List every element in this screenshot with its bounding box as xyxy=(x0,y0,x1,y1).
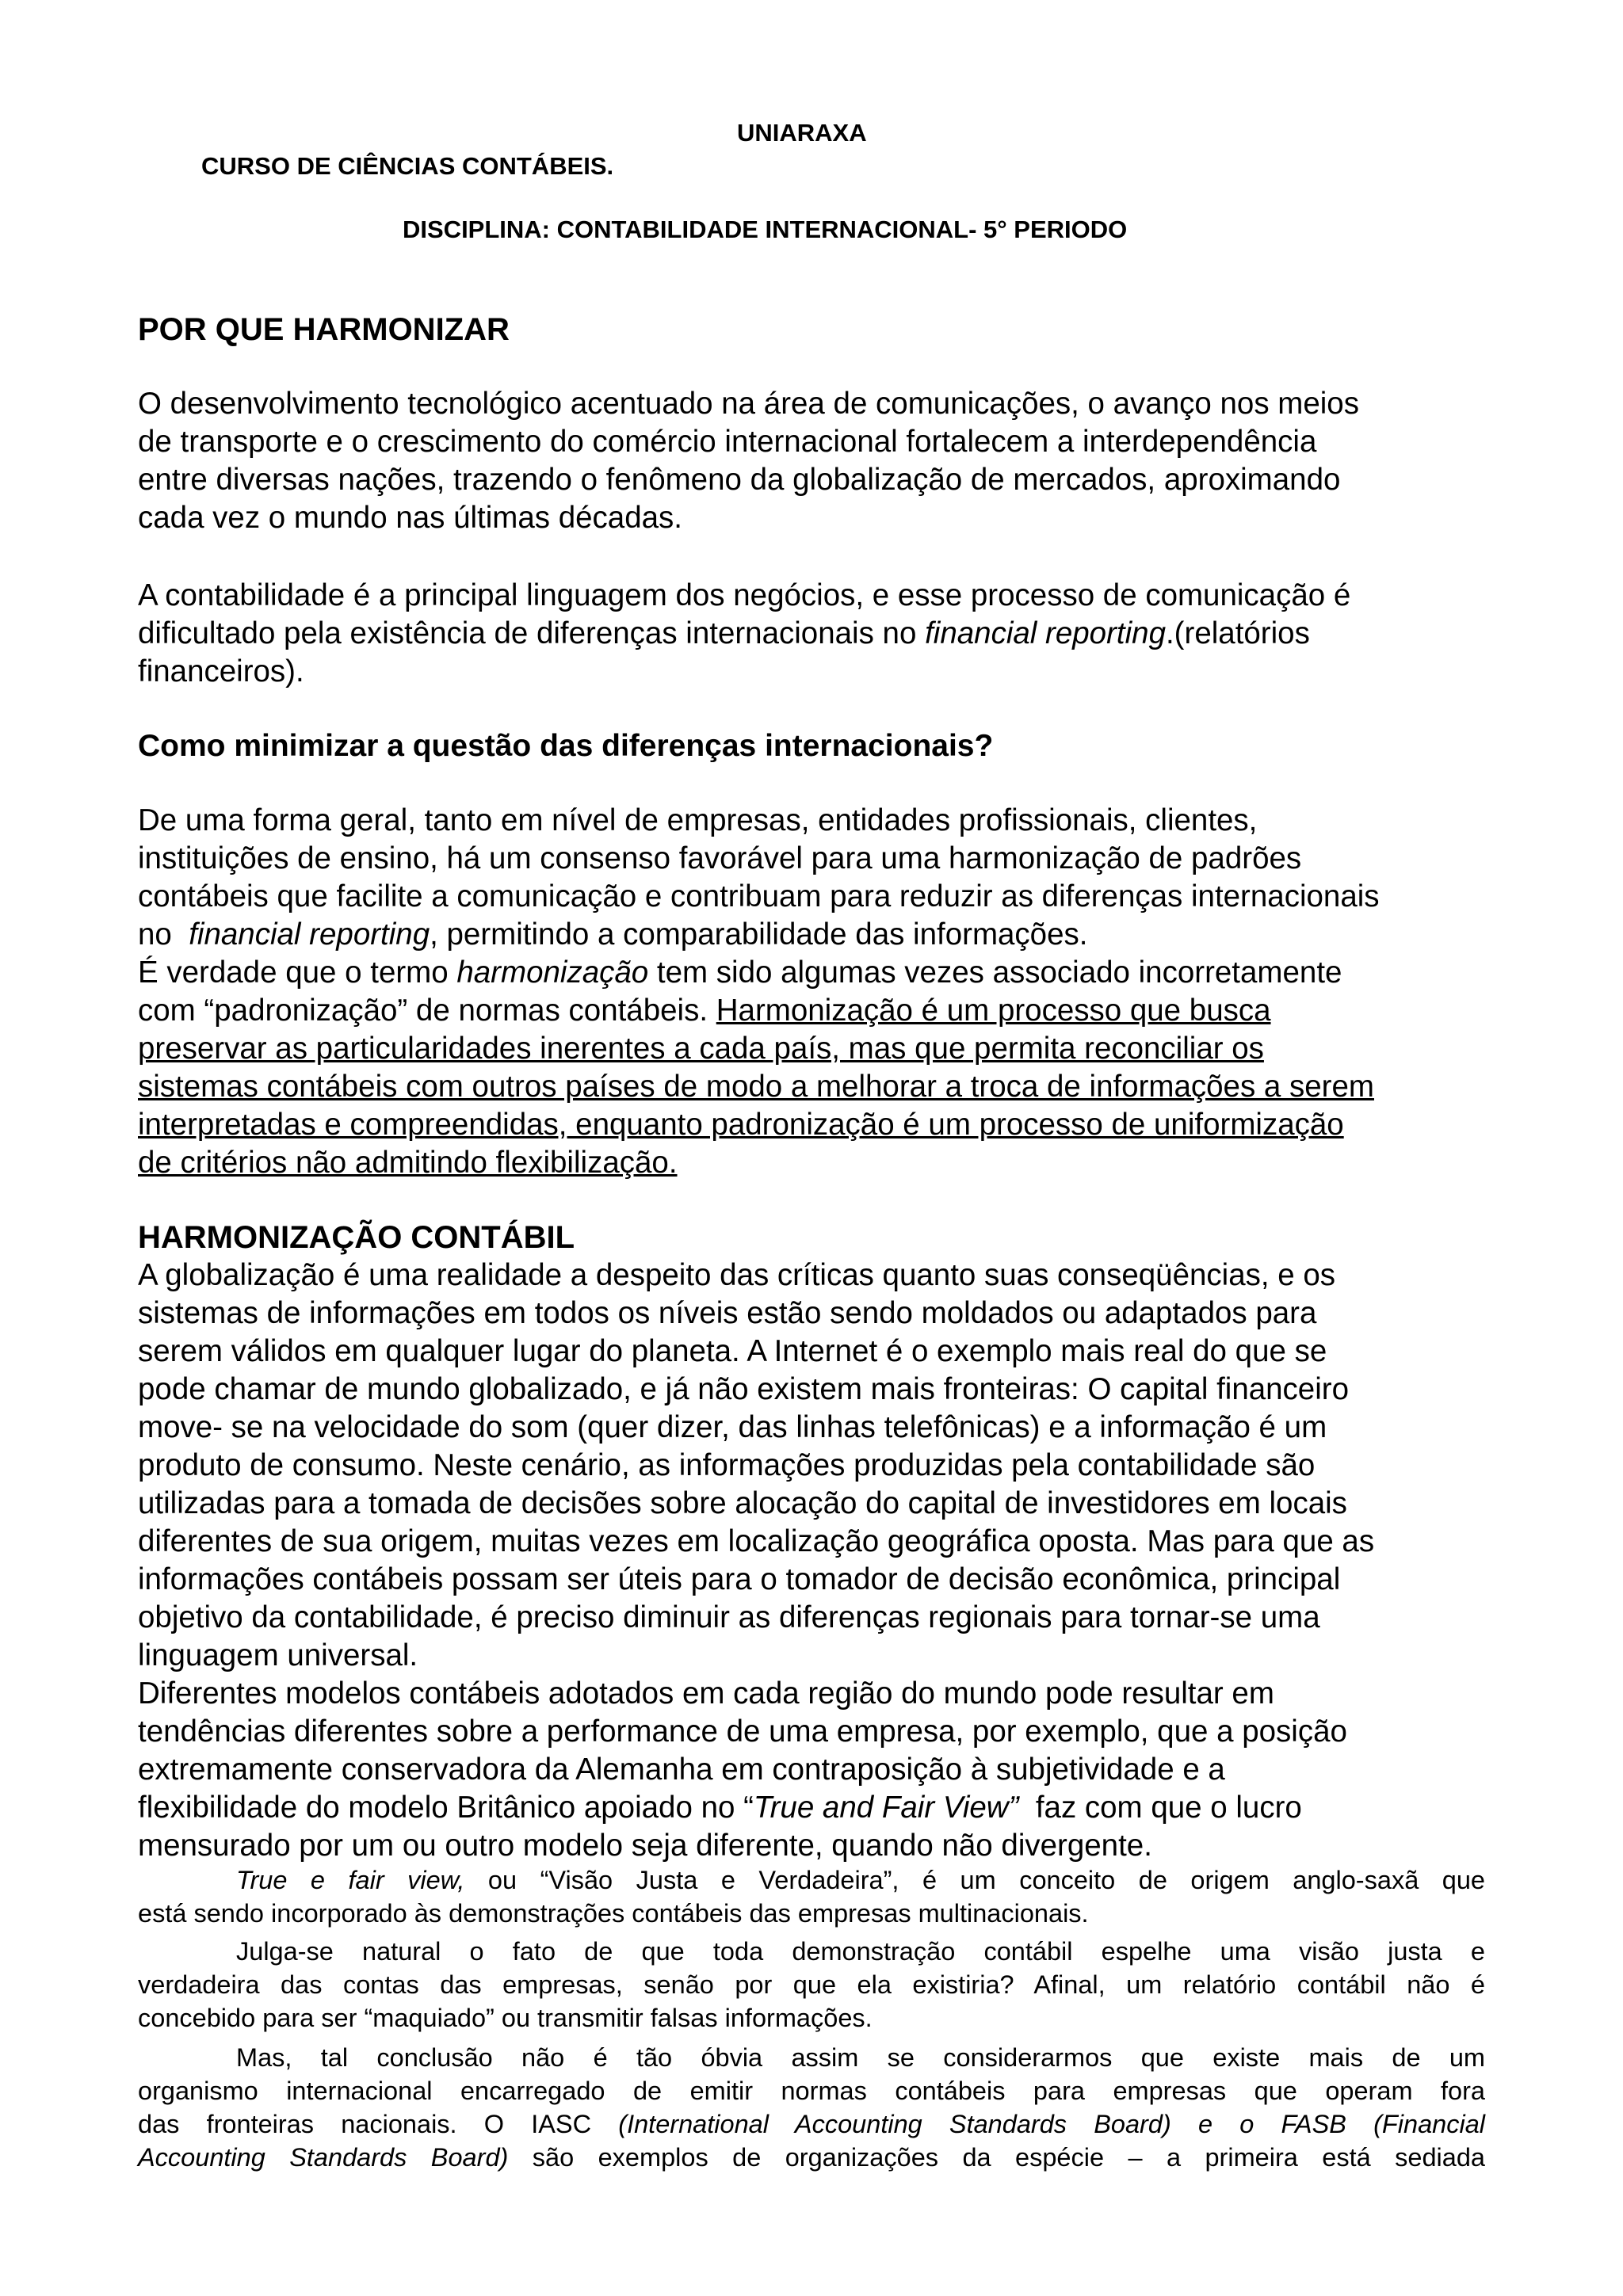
italic-term: Accounting Standards Board) xyxy=(138,2143,509,2172)
underlined-text-line: sistemas contábeis com outros países de modo a melhorar a troca de informações a serem xyxy=(138,1070,1374,1104)
text-line: de transporte e o crescimento do comércio internacional fortalecem a interdependência xyxy=(138,425,1317,459)
text-line: mensurado por um ou outro modelo seja diferente, quando não divergente. xyxy=(138,1829,1152,1863)
text-line: É verdade que o termo harmonização tem sido algumas vezes associado incorretamente xyxy=(138,955,1342,990)
paragraph-globalization xyxy=(138,1257,1485,1865)
text-line: A globalização é uma realidade a despeito das críticas quanto suas conseqüências, e os xyxy=(138,1258,1336,1292)
text-line: contábeis que facilite a comunicação e contribuam para reduzir as diferenças internacionais xyxy=(138,879,1380,913)
italic-term: (International Accounting Standards Board) e o FASB (Financial xyxy=(618,2110,1485,2138)
section-title-harmonizacao-contabil: HARMONIZAÇÃO CONTÁBIL xyxy=(138,1220,575,1255)
italic-term: financial reporting xyxy=(925,616,1166,650)
text-line: diferentes de sua origem, muitas vezes em localização geográfica oposta. Mas para que as xyxy=(138,1524,1375,1558)
text-line: move- se na velocidade do som (quer dizer, das linhas telefônicas) e a informação é um xyxy=(138,1410,1327,1444)
text-line: Mas, tal conclusão não é tão óbvia assim se considerarmos que existe mais de um xyxy=(236,2043,1485,2072)
text-line: no financial reporting, permitindo a comparabilidade das informações. xyxy=(138,917,1088,952)
text-line: dificultado pela existência de diferenças internacionais no financial reporting.(relatórios xyxy=(138,616,1310,650)
paragraph-international-bodies xyxy=(138,2041,1485,2174)
text-line: objetivo da contabilidade, é preciso diminuir as diferenças regionais para tornar-se uma xyxy=(138,1600,1320,1634)
paragraph-true-and-fair-view xyxy=(138,1863,1485,1930)
text-line: produto de consumo. Neste cenário, as informações produzidas pela contabilidade são xyxy=(138,1448,1316,1482)
text-line: cada vez o mundo nas últimas décadas. xyxy=(138,501,682,535)
text-line: das fronteiras nacionais. O IASC (International Accounting Standards Board) e o FASB (Financial xyxy=(138,2110,1485,2138)
text-line: organismo internacional encarregado de emitir normas contábeis para empresas que operam fora xyxy=(138,2077,1485,2105)
institution-name: UNIARAXA xyxy=(737,119,867,147)
section-title-por-que-harmonizar: POR QUE HARMONIZAR xyxy=(138,312,510,347)
underlined-text-line: preservar as particularidades inerentes a cada país, mas que permita reconciliar os xyxy=(138,1032,1264,1066)
text-line: sistemas de informações em todos os níveis estão sendo moldados ou adaptados para xyxy=(138,1296,1317,1330)
text-line: está sendo incorporado às demonstrações contábeis das empresas multinacionais. xyxy=(138,1899,1089,1928)
text-line: Diferentes modelos contábeis adotados em cada região do mundo pode resultar em xyxy=(138,1676,1274,1711)
course-name: CURSO DE CIÊNCIAS CONTÁBEIS. xyxy=(201,152,614,180)
text-line: com “padronização” de normas contábeis. Harmonização é um processo que busca xyxy=(138,994,1271,1028)
text-line: A contabilidade é a principal linguagem dos negócios, e esse processo de comunicação é xyxy=(138,578,1351,612)
italic-term: financial reporting xyxy=(189,917,430,952)
text-line: linguagem universal. xyxy=(138,1638,418,1672)
paragraph-development xyxy=(138,385,1485,537)
italic-term: True e fair view, xyxy=(236,1866,465,1894)
text-line: Accounting Standards Board) são exemplos de organizações da espécie – a primeira está sediada xyxy=(138,2143,1485,2172)
text-line: verdadeira das contas das empresas, senão por que ela existiria? Afinal, um relatório contábil não é xyxy=(138,1970,1485,1999)
text-line: De uma forma geral, tanto em nível de empresas, entidades profissionais, clientes, xyxy=(138,803,1258,837)
italic-term: True and Fair View” xyxy=(753,1791,1019,1825)
underlined-text: Harmonização é um processo que busca xyxy=(716,994,1271,1028)
text-line: financeiros). xyxy=(138,654,304,688)
italic-term: harmonização xyxy=(456,955,649,990)
text-line: informações contábeis possam ser úteis para o tomador de decisão econômica, principal xyxy=(138,1562,1341,1596)
question-heading: Como minimizar a questão das diferenças internacionais? xyxy=(138,729,994,763)
discipline-line: DISCIPLINA: CONTABILIDADE INTERNACIONAL- 5° PERIODO xyxy=(403,215,1128,243)
text-line: instituições de ensino, há um consenso favorável para uma harmonização de padrões xyxy=(138,841,1302,875)
text-line: tendências diferentes sobre a performance de uma empresa, por exemplo, que a posição xyxy=(138,1714,1347,1749)
text-line: O desenvolvimento tecnológico acentuado na área de comunicações, o avanço nos meios xyxy=(138,387,1359,421)
text-line: Julga-se natural o fato de que toda demonstração contábil espelhe uma visão justa e xyxy=(236,1937,1485,1966)
text-line: extremamente conservadora da Alemanha em contraposição à subjetividade e a xyxy=(138,1753,1225,1787)
text-line: entre diversas nações, trazendo o fenômeno da globalização de mercados, aproximando xyxy=(138,463,1341,497)
text-line: concebido para ser “maquiado” ou transmitir falsas informações. xyxy=(138,2004,873,2032)
text-line: serem válidos em qualquer lugar do planeta. A Internet é o exemplo mais real do que se xyxy=(138,1334,1327,1368)
paragraph-harmonization-consensus xyxy=(138,802,1485,1182)
underlined-text-line: interpretadas e compreendidas, enquanto padronização é um processo de uniformização xyxy=(138,1108,1344,1142)
text-line: True e fair view, ou “Visão Justa e Verdadeira”, é um conceito de origem anglo-saxã que xyxy=(236,1866,1485,1894)
text-line: utilizadas para a tomada de decisões sobre alocação do capital de investidores em locais xyxy=(138,1486,1347,1520)
text-line: pode chamar de mundo globalizado, e já não existem mais fronteiras: O capital financeiro xyxy=(138,1372,1350,1406)
paragraph-natural-judgement xyxy=(138,1935,1485,2035)
paragraph-accounting-language xyxy=(138,577,1485,691)
text-line: flexibilidade do modelo Britânico apoiado no “True and Fair View” faz com que o lucro xyxy=(138,1791,1302,1825)
underlined-text-line: de critérios não admitindo flexibilização. xyxy=(138,1146,678,1180)
